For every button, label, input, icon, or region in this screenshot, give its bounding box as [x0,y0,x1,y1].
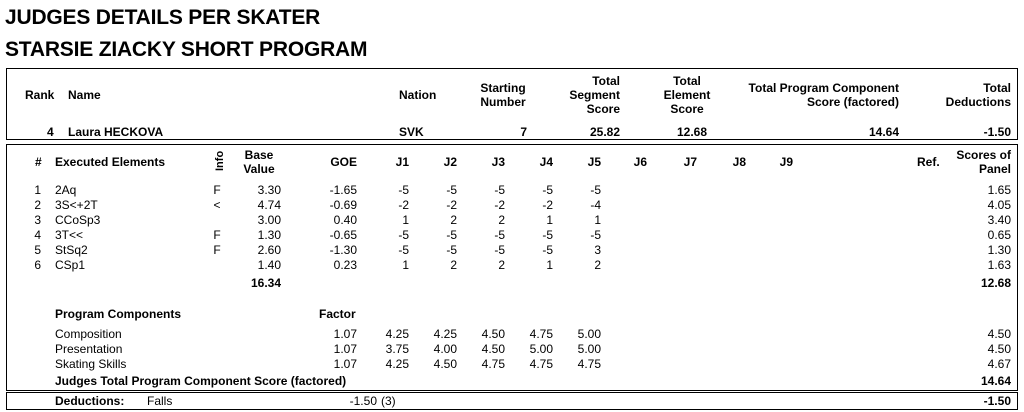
col-goe-header: GOE [330,155,357,169]
element-judge-score: -5 [542,228,553,242]
component-judge-score: 4.75 [481,357,505,371]
element-goe: -1.65 [329,183,357,197]
component-panel-score: 4.67 [987,357,1011,371]
judge-header-3: J3 [491,155,505,169]
element-judge-score: 2 [450,213,457,227]
element-judge-score: -5 [398,243,409,257]
deductions-value: -1.50 [349,394,377,408]
header-nation: Nation [399,88,437,102]
element-number: 3 [34,213,41,227]
program-components-header: Program Components [55,307,182,321]
element-judge-score: -5 [446,228,457,242]
skater-pcs: 14.64 [868,125,899,139]
component-judge-score: 5.00 [529,342,553,356]
component-judge-score: 4.75 [529,327,553,341]
element-panel-score: 0.65 [987,228,1011,242]
element-base-value: 2.60 [257,243,281,257]
element-info: < [213,198,221,212]
col-number-header: # [35,155,42,169]
component-judge-score: 5.00 [577,342,601,356]
element-info: F [213,228,221,242]
total-elements-panel: 12.68 [980,276,1011,290]
element-judge-score: -5 [542,243,553,257]
element-goe: -0.65 [329,228,357,242]
element-name: 3S<+2T [55,198,98,212]
factor-header: Factor [319,307,356,321]
skater-starting-number: 7 [520,125,527,139]
header-rank: Rank [25,88,55,102]
element-goe: -0.69 [329,198,357,212]
element-goe: 0.23 [333,258,357,272]
header-starting-number: Starting Number [480,81,526,109]
skater-deductions: -1.50 [983,125,1011,139]
component-factor: 1.07 [333,357,357,371]
pc-total-label: Judges Total Program Component Score (factored) [55,374,347,388]
element-judge-score: -5 [590,183,601,197]
judge-header-5: J5 [587,155,601,169]
element-panel-score: 3.40 [987,213,1011,227]
element-judge-score: -5 [398,183,409,197]
element-base-value: 3.00 [257,213,281,227]
element-name: 3T<< [55,228,84,242]
element-panel-score: 1.63 [987,258,1011,272]
deductions-type: Falls [147,394,173,408]
component-judge-score: 4.75 [529,357,553,371]
judge-header-9: J9 [779,155,793,169]
component-panel-score: 4.50 [987,327,1011,341]
element-judge-score: 2 [594,258,601,272]
component-judge-score: 4.25 [433,327,457,341]
element-judge-score: -5 [398,228,409,242]
element-base-value: 1.30 [257,228,281,242]
element-goe: -1.30 [329,243,357,257]
element-name: CCoSp3 [55,213,101,227]
component-judge-score: 5.00 [577,327,601,341]
element-panel-score: 1.65 [987,183,1011,197]
skater-tes: 12.68 [676,125,707,139]
component-judge-score: 4.50 [481,342,505,356]
deductions-label: Deductions: [55,394,125,408]
component-judge-score: 4.00 [433,342,457,356]
component-factor: 1.07 [333,342,357,356]
pc-total-value: 14.64 [980,374,1011,388]
judge-header-1: J1 [395,155,409,169]
col-executed-header: Executed Elements [55,155,166,169]
element-judge-score: -2 [542,198,553,212]
element-judge-score: -5 [542,183,553,197]
component-judge-score: 3.75 [385,342,409,356]
element-panel-score: 1.30 [987,243,1011,257]
judge-header-4: J4 [539,155,553,169]
details-box [6,144,1018,391]
col-panel-header: Scores of Panel [956,148,1011,176]
component-judge-score: 4.50 [481,327,505,341]
title-line-1: JUDGES DETAILS PER SKATER [5,6,321,29]
element-judge-score: -5 [494,243,505,257]
component-panel-score: 4.50 [987,342,1011,356]
skater-rank: 4 [47,125,54,139]
header-deductions: Total Deductions [945,81,1011,109]
judge-header-7: J7 [683,155,697,169]
element-judge-score: -5 [446,243,457,257]
element-judge-score: 1 [546,213,553,227]
element-info: F [213,183,221,197]
element-judge-score: 2 [498,258,505,272]
component-name: Presentation [55,342,123,356]
element-judge-score: -5 [446,183,457,197]
element-info: F [213,243,221,257]
element-judge-score: -2 [398,198,409,212]
component-judge-score: 4.50 [433,357,457,371]
deductions-total: -1.50 [983,394,1011,408]
deductions-count: (3) [381,394,396,408]
element-judge-score: 1 [402,258,409,272]
judge-header-2: J2 [443,155,457,169]
element-goe: 0.40 [333,213,357,227]
element-number: 1 [34,183,41,197]
element-number: 5 [34,243,41,257]
title-line-2: STARSIE ZIACKY SHORT PROGRAM [5,38,368,61]
element-judge-score: -2 [494,198,505,212]
header-name: Name [68,88,101,102]
element-name: CSp1 [55,258,86,272]
judge-header-8: J8 [732,155,746,169]
total-base-value: 16.34 [250,276,281,290]
summary-box [6,68,1018,140]
element-number: 4 [34,228,41,242]
header-tes: Total Element Score [663,74,711,116]
element-judge-score: -5 [494,183,505,197]
component-judge-score: 4.25 [385,357,409,371]
element-number: 2 [34,198,41,212]
element-judge-score: -4 [590,198,601,212]
header-tss: Total Segment Score [569,74,620,116]
element-name: StSq2 [55,243,88,257]
element-name: 2Aq [55,183,77,197]
element-judge-score: -2 [446,198,457,212]
component-name: Skating Skills [55,357,127,371]
col-ref-header: Ref. [917,155,940,169]
element-judge-score: -5 [494,228,505,242]
element-judge-score: 1 [402,213,409,227]
element-judge-score: 2 [450,258,457,272]
element-judge-score: 2 [498,213,505,227]
element-panel-score: 4.05 [987,198,1011,212]
element-base-value: 4.74 [257,198,281,212]
judge-header-6: J6 [633,155,647,169]
col-info-header: Info [214,150,226,171]
element-judge-score: 3 [594,243,601,257]
deductions-box [6,392,1018,410]
header-pcs: Total Program Component Score (factored) [748,81,899,109]
skater-name: Laura HECKOVA [68,125,164,139]
element-judge-score: -5 [590,228,601,242]
element-judge-score: 1 [546,258,553,272]
element-base-value: 1.40 [257,258,281,272]
component-judge-score: 4.25 [385,327,409,341]
col-base-header: Base Value [243,148,275,176]
component-judge-score: 4.75 [577,357,601,371]
skater-nation: SVK [399,125,424,139]
element-judge-score: 1 [594,213,601,227]
component-factor: 1.07 [333,327,357,341]
element-number: 6 [34,258,41,272]
element-base-value: 3.30 [257,183,281,197]
component-name: Composition [55,327,122,341]
skater-tss: 25.82 [589,125,620,139]
